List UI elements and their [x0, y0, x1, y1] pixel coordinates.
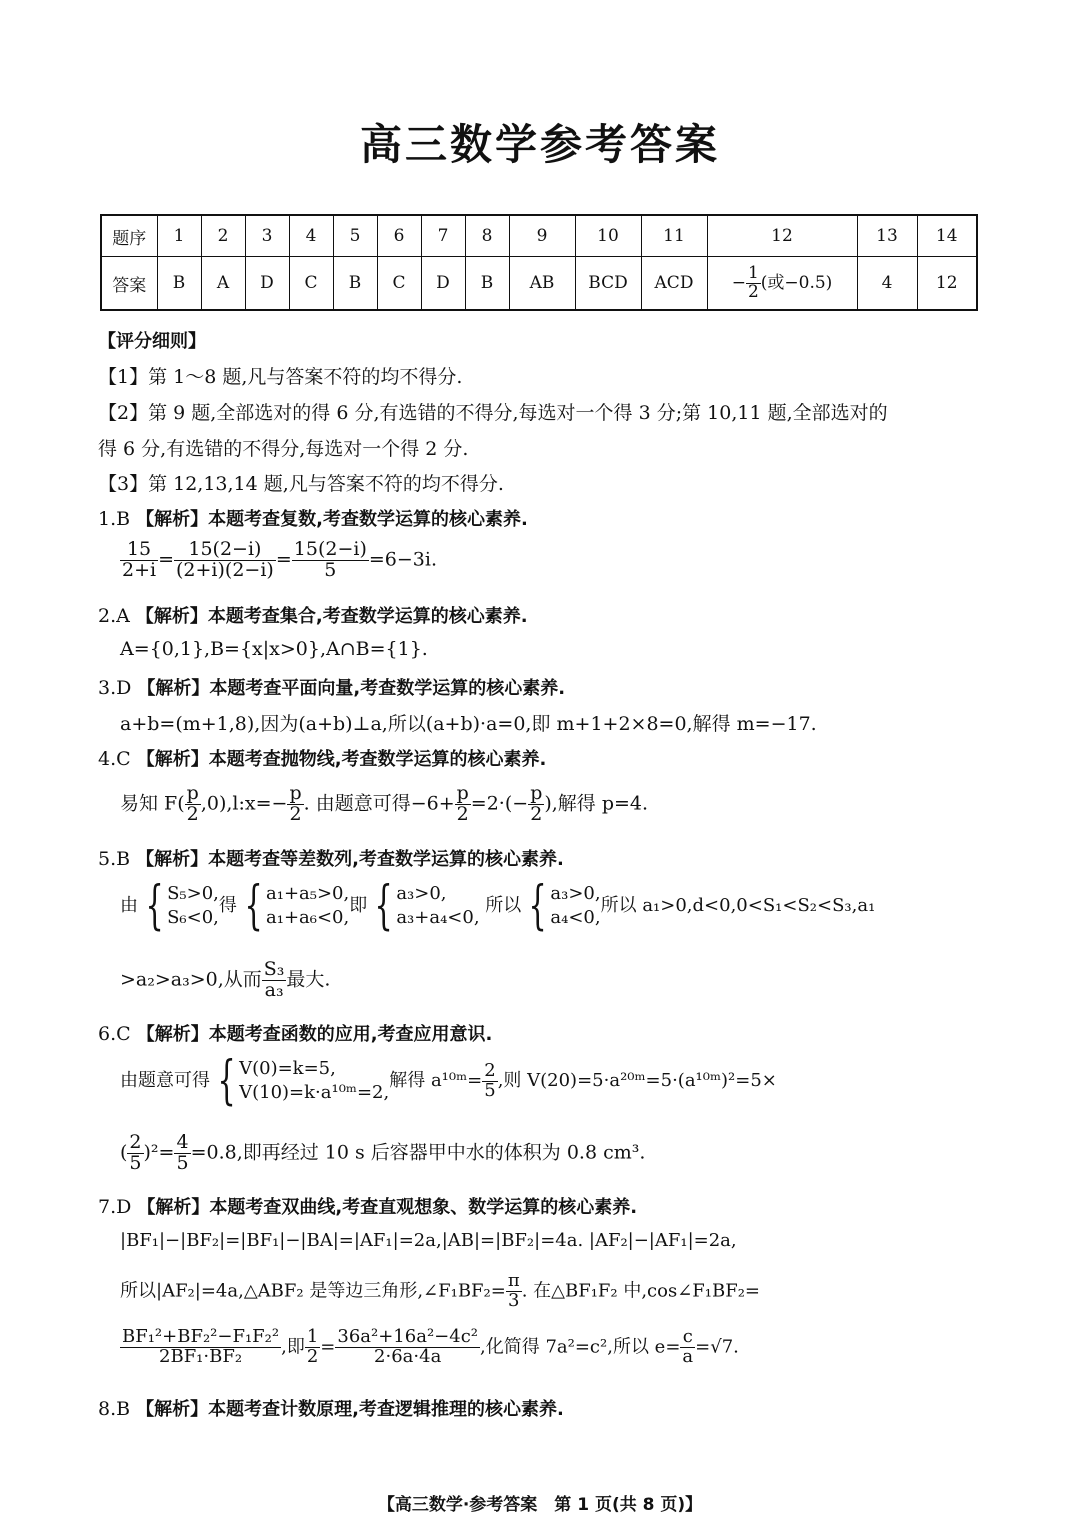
page-title: 高三数学参考答案: [359, 120, 720, 169]
solution-summary: 本题考查等差数列,考查数学运算的核心素养.: [208, 849, 564, 870]
equals: =: [275, 548, 292, 571]
grading-item: 【3】第 12,13,14 题,凡与答案不符的均不得分.: [98, 473, 504, 495]
solution-id: 6.C: [98, 1023, 131, 1045]
fraction: $\frac{\text{36a²+16a²−4c²}}{2\cdot 6a\cdot 4a}$: [337, 1326, 478, 1367]
text: =2·(−: [470, 792, 529, 815]
fraction: $\frac{p}{2}$: [530, 782, 543, 825]
solution-work-7a: |BF₁|−|BF₂|=|BF₁|−|BA|=|AF₁|=2a,|AB|=|BF₂|=4a. |AF₂|−|AF₁|=2a,: [120, 1230, 737, 1251]
solution-work-1: [120, 540, 437, 581]
solution-work-6b: [120, 1133, 645, 1174]
text: . 在△BF₁F₂ 中,cos∠F₁BF₂=: [521, 1280, 761, 1302]
table-cell: 10: [575, 215, 641, 257]
table-cell: AB: [509, 257, 575, 311]
table-row: [101, 257, 977, 311]
equation-system: a₁+a₅>0, a₁+a₆<0,: [266, 882, 350, 928]
text: ),解得 p=4.: [544, 792, 649, 815]
text: 解得 a¹⁰ᵐ=: [389, 1070, 483, 1091]
fraction: $\frac{c}{a}$: [682, 1326, 694, 1367]
grading-heading: 【评分细则】: [98, 331, 206, 352]
analysis-tag: 【解析】: [136, 1024, 209, 1045]
analysis-tag: 【解析】: [137, 1197, 210, 1218]
solution-work-5b: [120, 960, 330, 1001]
table-cell: 4: [857, 257, 917, 311]
text: 所以 a₁>0,d<0,0<S₁<S₂<S₃,a₁: [600, 895, 876, 916]
solution-work-7b: [120, 1272, 760, 1311]
table-cell: 8: [465, 215, 509, 257]
solution-heading: [98, 602, 982, 628]
table-cell: D: [421, 257, 465, 311]
text: ,化简得 7a²=c²,所以 e=: [480, 1336, 681, 1358]
equation-system: S₅>0, S₆<0,: [167, 882, 219, 928]
fraction: $\frac{15(2-i)}{5}$: [293, 538, 367, 581]
solution-id: 4.C: [98, 748, 131, 770]
solution-summary: 本题考查函数的应用,考查应用意识.: [208, 1024, 493, 1045]
text: )²=: [143, 1141, 175, 1164]
table-cell: 1: [157, 215, 201, 257]
page-footer: 【高三数学·参考答案 第 1 页(共 8 页)】: [377, 1495, 703, 1515]
grading-item: 得 6 分,有选错的不得分,每选对一个得 2 分.: [98, 438, 469, 460]
table-cell: 12: [917, 257, 977, 311]
solution-summary: 本题考查集合,考查数学运算的核心素养.: [207, 606, 528, 627]
table-cell: A: [201, 257, 245, 311]
solution-work-2: A={0,1},B={x|x>0},A∩B={1}.: [120, 638, 428, 660]
brace: {: [528, 876, 547, 936]
analysis-tag: 【解析】: [136, 749, 209, 770]
fraction: $\frac{\text{S₃}}{\text{a₃}}$: [263, 958, 285, 1001]
text: 所以: [485, 895, 522, 916]
solution-summary: 本题考查平面向量,考查数学运算的核心素养.: [209, 678, 566, 699]
table-cell: D: [245, 257, 289, 311]
fraction: $\frac{2}{5}$: [484, 1059, 496, 1101]
fraction: $\frac{15(2-i)}{(2+i)(2-i)}$: [176, 538, 274, 581]
table-row: [101, 215, 977, 257]
table-cell: 13: [857, 215, 917, 257]
solution-heading: [98, 505, 982, 531]
text: 由题意可得: [120, 1070, 210, 1091]
analysis-tag: 【解析】: [136, 509, 209, 530]
analysis-tag: 【解析】: [136, 849, 209, 870]
text: 即: [349, 895, 368, 916]
solution-id: 2.A: [98, 605, 130, 627]
solution-work-7c: $\frac{\text{BF₁²+BF₂²−F₁F₂²}}{\text{2BF₁·BF₂}}$ ,即 $\frac{1}{2}$ = $\frac{\text{36a²+16a²−4c²}}{2\cdot 6a\cdot 4a}$ ,化简得 7a²=c²,所以 e= $\frac{c}{a}$ =√7.: [122, 1326, 739, 1367]
text: (: [120, 1141, 128, 1164]
analysis-tag: 【解析】: [135, 606, 208, 627]
table-cell: B: [333, 257, 377, 311]
table-cell: 3: [245, 215, 289, 257]
brace: {: [145, 876, 164, 936]
table-cell: 7: [421, 215, 465, 257]
row-label: 题序: [101, 215, 157, 257]
solution-id: 1.B: [98, 508, 131, 530]
table-cell-q12: [707, 257, 857, 311]
solution-work-4: [120, 784, 648, 825]
fraction: $\frac{\pi}{3}$: [507, 1270, 520, 1311]
fraction: $\frac{2}{5}$: [129, 1131, 142, 1174]
result: =6−3i.: [368, 548, 437, 571]
fraction: $\frac{\text{BF₁²+BF₂²−F₁F₂²}}{\text{2BF₁·BF₂}}$: [122, 1326, 280, 1367]
text: ,则 V(20)=5·a²⁰ᵐ=5·(a¹⁰ᵐ)²=5×: [497, 1070, 777, 1091]
fraction: $\frac{1}{2}$: [747, 262, 759, 302]
solution-summary: 本题考查双曲线,考查直观想象、数学运算的核心素养.: [209, 1197, 638, 1218]
table-cell: 6: [377, 215, 421, 257]
solution-summary: 本题考查复数,考查数学运算的核心素养.: [208, 509, 528, 530]
text: 易知 F(: [120, 792, 185, 815]
table-cell: C: [289, 257, 333, 311]
text: ,即: [281, 1336, 305, 1358]
fraction: $\frac{p}{2}$: [186, 782, 199, 825]
equation-system: a₃>0, a₄<0,: [550, 882, 601, 928]
answer-table: [100, 214, 978, 311]
equals: =: [158, 548, 175, 571]
text: =√7.: [695, 1336, 739, 1358]
table-cell: ACD: [641, 257, 707, 311]
solution-heading: [98, 674, 982, 700]
text: =0.8,即再经过 10 s 后容器甲中水的体积为 0.8 cm³.: [190, 1141, 646, 1164]
equation-system: a₃>0, a₃+a₄<0,: [396, 882, 480, 928]
text: 由: [120, 895, 138, 916]
text: 所以|AF₂|=4a,△ABF₂ 是等边三角形,∠F₁BF₂=: [120, 1280, 506, 1302]
table-cell: 12: [707, 215, 857, 257]
text: ,0),l:x=−: [200, 792, 288, 815]
table-cell: 2: [201, 215, 245, 257]
solution-heading: [98, 845, 982, 871]
solution-id: 3.D: [98, 677, 132, 699]
analysis-tag: 【解析】: [136, 1399, 209, 1420]
fraction: $\frac{1}{2}$: [306, 1326, 319, 1367]
solution-id: 8.B: [98, 1398, 131, 1420]
text: 得: [218, 895, 237, 916]
fraction: $\frac{15}{2+i}$: [122, 538, 157, 581]
solution-heading: [98, 1193, 982, 1219]
equation-system: V(0)=k=5, V(10)=k·a¹⁰ᵐ=2,: [239, 1057, 390, 1103]
table-cell: 4: [289, 215, 333, 257]
solution-heading: [98, 1020, 982, 1046]
solution-work-5: [120, 876, 876, 936]
solution-summary: 本题考查抛物线,考查数学运算的核心素养.: [208, 749, 547, 770]
table-cell: 11: [641, 215, 707, 257]
table-cell: B: [157, 257, 201, 311]
text: 最大.: [286, 968, 331, 991]
grading-item: 【1】第 1～8 题,凡与答案不符的均不得分.: [98, 366, 463, 388]
row-label: 答案: [101, 257, 157, 311]
solution-work-6: [120, 1051, 777, 1111]
grading-item: 【2】第 9 题,全部选对的得 6 分,有选错的不得分,每选对一个得 3 分;第 10,11 题,全部选对的: [98, 402, 888, 424]
brace: {: [244, 876, 263, 936]
minus-sign: −: [731, 272, 746, 293]
alt-answer: (或−0.5): [760, 272, 833, 293]
table-cell: 14: [917, 215, 977, 257]
analysis-tag: 【解析】: [137, 678, 210, 699]
table-cell: BCD: [575, 257, 641, 311]
solution-work-3: a+b=(m+1,8),因为(a+b)⊥a,所以(a+b)·a=0,即 m+1+2×8=0,解得 m=−17.: [120, 713, 817, 735]
solution-heading: [98, 1395, 982, 1421]
fraction: $\frac{4}{5}$: [176, 1131, 189, 1174]
text: >a₂>a₃>0,从而: [120, 968, 262, 991]
solution-summary: 本题考查计数原理,考查逻辑推理的核心素养.: [208, 1399, 564, 1420]
fraction: $\frac{p}{2}$: [289, 782, 302, 825]
table-cell: 9: [509, 215, 575, 257]
table-cell: B: [465, 257, 509, 311]
fraction: $\frac{p}{2}$: [456, 782, 469, 825]
table-cell: 5: [333, 215, 377, 257]
solution-heading: [98, 745, 982, 771]
solution-id: 5.B: [98, 848, 131, 870]
brace: {: [374, 876, 393, 936]
brace: {: [217, 1051, 236, 1111]
table-cell: C: [377, 257, 421, 311]
solution-id: 7.D: [98, 1196, 132, 1218]
text: . 由题意可得−6+: [303, 792, 455, 815]
